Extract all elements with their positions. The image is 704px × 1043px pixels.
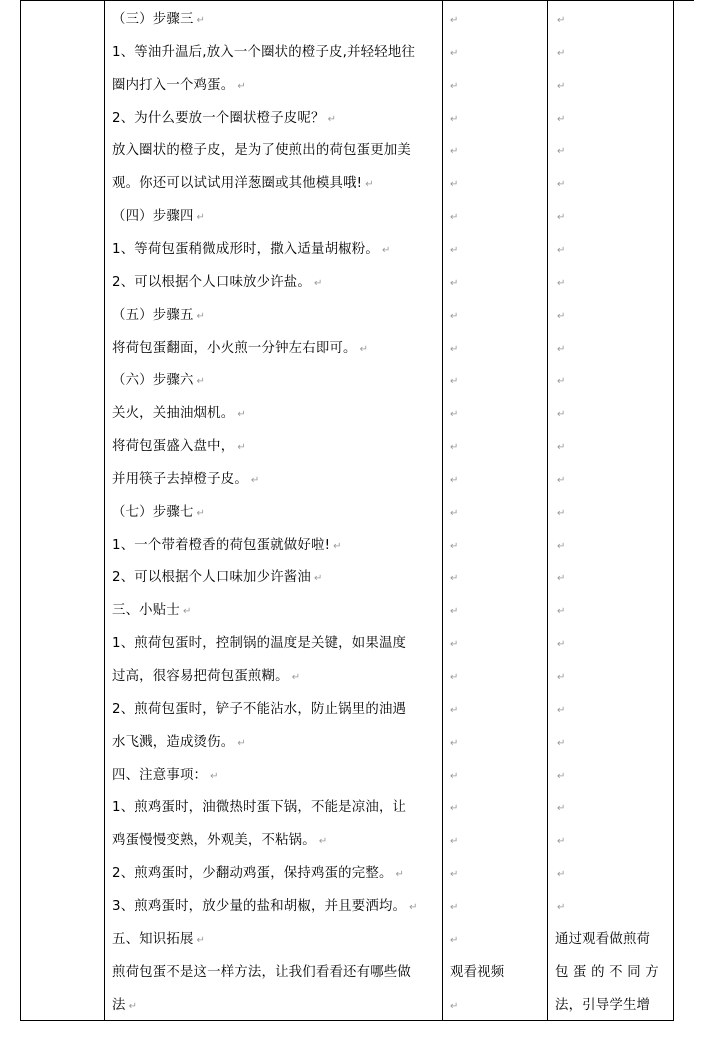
content-line-text: 放入圈状的橙子皮，是为了使煎出的荷包蛋更加美 [112,143,411,159]
content-line [112,833,327,850]
return-mark-icon: ↵ [196,934,206,946]
content-line-text: 2、可以根据个人口味放少许盐。 [112,274,311,290]
return-mark-icon: ↵ [450,47,459,59]
content-line [112,439,246,456]
content-line [112,275,323,292]
return-mark-icon: ↵ [557,507,566,519]
column-divider-1 [104,0,105,1021]
content-line-text: 过高，很容易把荷包蛋煎糊。 [112,669,289,684]
content-line-text: 1、煎荷包蛋时，控制锅的温度是关键，如果温度 [112,636,407,652]
return-mark-icon: ↵ [450,639,459,651]
content-line-text: 圈内打入一个鸡蛋。 [112,77,235,93]
return-mark-icon: ↵ [557,737,566,749]
return-mark-icon: ↵ [557,244,566,256]
return-mark-icon: ↵ [557,146,566,158]
return-mark-icon: ↵ [409,901,418,913]
content-line-text: 四、注意事项： [112,767,208,783]
return-mark-icon: ↵ [450,901,459,913]
content-line-text: （七）步骤七 [112,504,194,520]
return-mark-icon: ↵ [450,934,459,946]
design-intent-line: 法，引导学生增 [555,997,651,1013]
table-top-border [20,0,694,1]
return-mark-icon: ↵ [237,80,246,92]
return-mark-icon: ↵ [557,212,566,224]
return-mark-icon: ↵ [450,672,459,683]
return-mark-icon: ↵ [557,179,566,191]
return-mark-icon: ↵ [237,737,246,749]
return-mark-icon: ↵ [557,540,566,552]
content-line [112,866,404,883]
content-line [112,505,205,522]
return-mark-icon: ↵ [196,310,206,322]
table-left-border [20,0,21,1021]
content-line-text: 关火，关抽油烟机。 [112,406,235,422]
column-divider-2 [442,0,443,1021]
content-line [112,669,300,686]
content-line-text: 水飞溅，造成烫伤。 [112,734,235,750]
return-mark-icon: ↵ [557,901,566,913]
return-mark-icon: ↵ [237,409,246,421]
content-line [112,735,246,752]
return-mark-icon: ↵ [381,244,391,256]
content-line [112,12,205,29]
content-line-text: 3、煎鸡蛋时，放少量的盐和胡椒，并且要洒均。 [112,898,407,914]
return-mark-icon: ↵ [450,836,459,848]
content-line-text: 并用筷子去掉橙子皮。 [112,471,248,487]
return-mark-icon: ↵ [557,573,566,585]
return-mark-icon: ↵ [450,179,459,191]
return-mark-icon: ↵ [557,803,566,815]
return-mark-icon: ↵ [450,737,459,749]
return-mark-icon: ↵ [327,113,337,125]
return-mark-icon: ↵ [450,15,459,26]
content-line [112,472,260,489]
return-mark-icon: ↵ [182,606,192,618]
return-mark-icon: ↵ [450,474,459,486]
return-mark-icon: ↵ [237,442,246,454]
return-mark-icon: ↵ [196,15,206,26]
content-line-text: 2、可以根据个人口味加少许酱油 [112,570,311,586]
content-line [112,965,411,981]
content-line [112,570,323,587]
content-line [112,242,391,259]
return-mark-icon: ↵ [196,212,206,224]
return-mark-icon: ↵ [450,146,459,158]
return-mark-icon: ↵ [450,343,459,355]
table-bottom-border [20,1020,674,1021]
return-mark-icon: ↵ [291,672,301,683]
column-divider-3 [547,0,548,1021]
content-line [112,209,205,226]
content-line-text: 鸡蛋慢慢变熟，外观美，不粘锅。 [112,833,316,849]
return-mark-icon: ↵ [365,179,374,191]
content-line [112,78,246,95]
return-mark-icon: ↵ [450,409,459,421]
return-mark-icon: ↵ [557,770,566,782]
return-mark-icon: ↵ [557,639,566,651]
content-line [112,636,406,652]
return-mark-icon: ↵ [557,277,566,289]
return-mark-icon: ↵ [557,474,566,486]
design-intent-line: 通过观看做煎荷 [555,931,651,947]
content-line-text: 1、煎鸡蛋时，油微热时蛋下锅，不能是凉油，让 [112,800,407,816]
return-mark-icon: ↵ [210,770,219,782]
return-mark-icon: ↵ [450,277,459,289]
return-mark-icon: ↵ [450,80,459,92]
return-mark-icon: ↵ [557,343,566,355]
content-line-text: 将荷包蛋盛入盘中， [112,439,235,455]
return-mark-icon: ↵ [450,442,459,454]
content-line [112,603,192,620]
return-mark-icon: ↵ [557,15,566,26]
return-mark-icon: ↵ [450,803,459,815]
return-mark-icon: ↵ [359,343,369,355]
return-mark-icon: ↵ [557,836,566,848]
content-line [112,111,336,128]
return-mark-icon: ↵ [318,836,328,848]
content-line [112,143,411,159]
content-line [112,308,205,325]
content-line-text: （三）步骤三 [112,12,194,27]
return-mark-icon: ↵ [450,507,459,519]
content-line [112,998,137,1015]
return-mark-icon: ↵ [450,573,459,585]
return-mark-icon: ↵ [314,573,323,585]
return-mark-icon: ↵ [450,869,459,881]
content-line [112,800,406,816]
content-line-text: 法 [112,997,126,1013]
content-line [112,932,205,949]
content-line-text: 观。你还可以试试用洋葱圈或其他模具哦! [112,176,363,192]
content-line [112,538,342,555]
return-mark-icon: ↵ [450,244,459,256]
return-mark-icon: ↵ [557,113,566,125]
return-mark-icon: ↵ [557,704,566,716]
return-mark-icon: ↵ [333,540,342,552]
return-mark-icon: ↵ [314,277,323,289]
content-line-text: 五、知识拓展 [112,931,194,947]
return-mark-icon: ↵ [450,770,459,782]
content-line-text: 1、等荷包蛋稍微成形时，撒入适量胡椒粉。 [112,241,379,257]
content-line-text: 2、为什么要放一个圈状橙子皮呢？ [112,110,325,126]
student-activity-text: 观看视频 [450,964,505,980]
content-line [112,373,205,390]
content-line [112,176,374,193]
content-line [112,45,415,61]
content-line-text: 三、小贴士 [112,603,180,619]
content-line [112,702,406,718]
return-mark-icon: ↵ [557,47,566,59]
content-line-text: （四）步骤四 [112,209,194,225]
return-mark-icon: ↵ [250,474,260,486]
content-line-text: （六）步骤六 [112,373,194,389]
return-mark-icon: ↵ [557,376,566,388]
content-line-text: 1、一个带着橙香的荷包蛋就做好啦! [112,537,331,553]
design-intent-line: 包 蛋 的 不 同 方 [555,964,659,980]
return-mark-icon: ↵ [128,1000,138,1012]
return-mark-icon: ↵ [557,606,566,618]
return-mark-icon: ↵ [557,409,566,421]
return-mark-icon: ↵ [196,507,206,519]
return-mark-icon: ↵ [450,704,459,716]
return-mark-icon: ↵ [450,606,459,618]
content-line [112,768,219,785]
return-mark-icon: ↵ [450,212,459,224]
content-line [112,406,246,423]
content-line-text: 煎荷包蛋不是这一样方法，让我们看看还有哪些做 [112,964,411,980]
return-mark-icon: ↵ [450,1000,459,1012]
return-mark-icon: ↵ [557,442,566,454]
return-mark-icon: ↵ [395,869,405,881]
return-mark-icon: ↵ [450,113,459,125]
content-line [112,341,368,358]
content-line [112,899,418,916]
content-line-text: 2、煎鸡蛋时，少翻动鸡蛋，保持鸡蛋的完整。 [112,866,393,882]
return-mark-icon: ↵ [557,672,566,683]
return-mark-icon: ↵ [557,310,566,322]
content-line-text: 将荷包蛋翻面，小火煎一分钟左右即可。 [112,340,357,356]
return-mark-icon: ↵ [557,80,566,92]
return-mark-icon: ↵ [450,540,459,552]
content-line-text: 2、煎荷包蛋时，铲子不能沾水，防止锅里的油遇 [112,701,407,717]
content-line-text: （五）步骤五 [112,307,194,323]
return-mark-icon: ↵ [196,376,206,388]
content-line-text: 1、等油升温后,放入一个圈状的橙子皮,并轻轻地往 [112,44,416,60]
return-mark-icon: ↵ [557,869,566,881]
return-mark-icon: ↵ [450,376,459,388]
return-mark-icon: ↵ [450,310,459,322]
table-right-border [673,0,674,1021]
